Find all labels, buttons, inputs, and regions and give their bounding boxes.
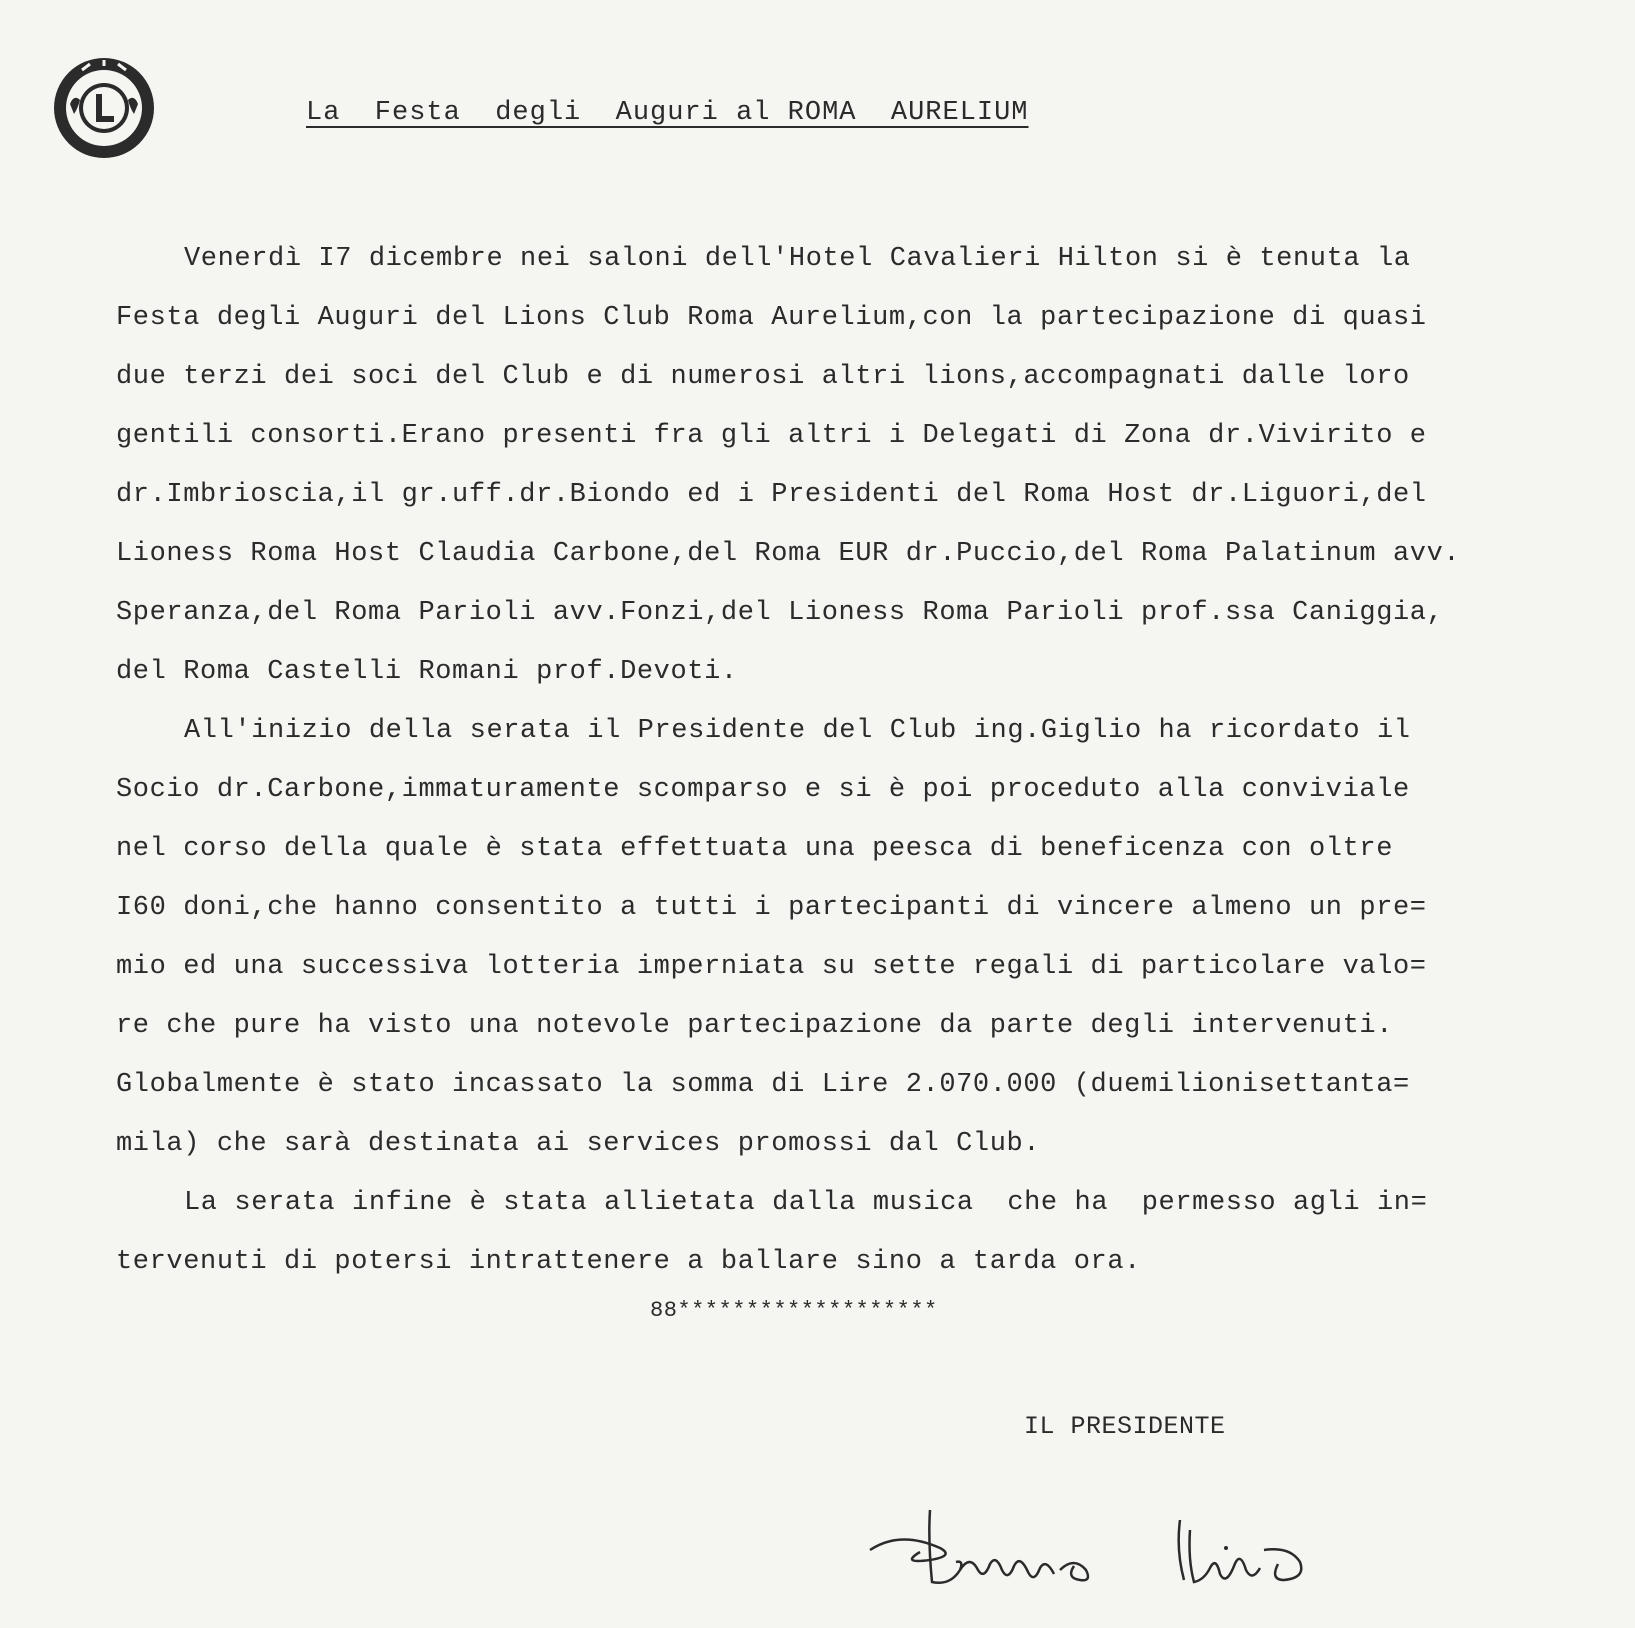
text-line: Festa degli Auguri del Lions Club Roma Aurelium,con la partecipazione di quasi: [116, 303, 1427, 333]
text-line: Lioness Roma Host Claudia Carbone,del Roma EUR dr.Puccio,del Roma Palatinum avv.: [116, 539, 1461, 569]
text-line: Speranza,del Roma Parioli avv.Fonzi,del Lioness Roma Parioli prof.ssa Caniggia,: [116, 598, 1444, 628]
text-line: dr.Imbrioscia,il gr.uff.dr.Biondo ed i Presidenti del Roma Host dr.Liguori,del: [116, 480, 1427, 510]
text-line: re che pure ha visto una notevole partecipazione da parte degli intervenuti.: [116, 1011, 1393, 1041]
text-line: I60 doni,che hanno consentito a tutti i partecipanti di vincere almeno un pre=: [116, 893, 1427, 923]
text-line: gentili consorti.Erano presenti fra gli altri i Delegati di Zona dr.Vivirito e: [116, 421, 1427, 451]
document-body: [116, 230, 1536, 1292]
text-line: tervenuti di potersi intrattenere a ballare sino a tarda ora.: [116, 1247, 1141, 1277]
text-line: La serata infine è stata allietata dalla musica che ha permesso agli in=: [184, 1188, 1428, 1218]
document-title: La Festa degli Auguri al ROMA AURELIUM: [306, 98, 1029, 128]
text-line: del Roma Castelli Romani prof.Devoti.: [116, 657, 738, 687]
handwritten-signature-icon: [860, 1490, 1330, 1600]
separator-line: 88*******************: [650, 1298, 938, 1323]
text-line: Venerdì I7 dicembre nei saloni dell'Hotel Cavalieri Hilton si è tenuta la: [184, 244, 1411, 274]
text-line: mila) che sarà destinata ai services promossi dal Club.: [116, 1129, 1041, 1159]
text-line: nel corso della quale è stata effettuata una peesca di beneficenza con oltre: [116, 834, 1393, 864]
text-line: mio ed una successiva lotteria imperniata su sette regali di particolare valo=: [116, 952, 1427, 982]
text-line: Socio dr.Carbone,immaturamente scomparso e si è poi proceduto alla conviviale: [116, 775, 1410, 805]
signatory-title: IL PRESIDENTE: [1024, 1412, 1226, 1441]
text-line: All'inizio della serata il Presidente del Club ing.Giglio ha ricordato il: [184, 716, 1411, 746]
text-line: Globalmente è stato incassato la somma di Lire 2.070.000 (duemilionisettanta=: [116, 1070, 1410, 1100]
lions-club-emblem-icon: [52, 56, 156, 160]
text-line: due terzi dei soci del Club e di numerosi altri lions,accompagnati dalle loro: [116, 362, 1410, 392]
